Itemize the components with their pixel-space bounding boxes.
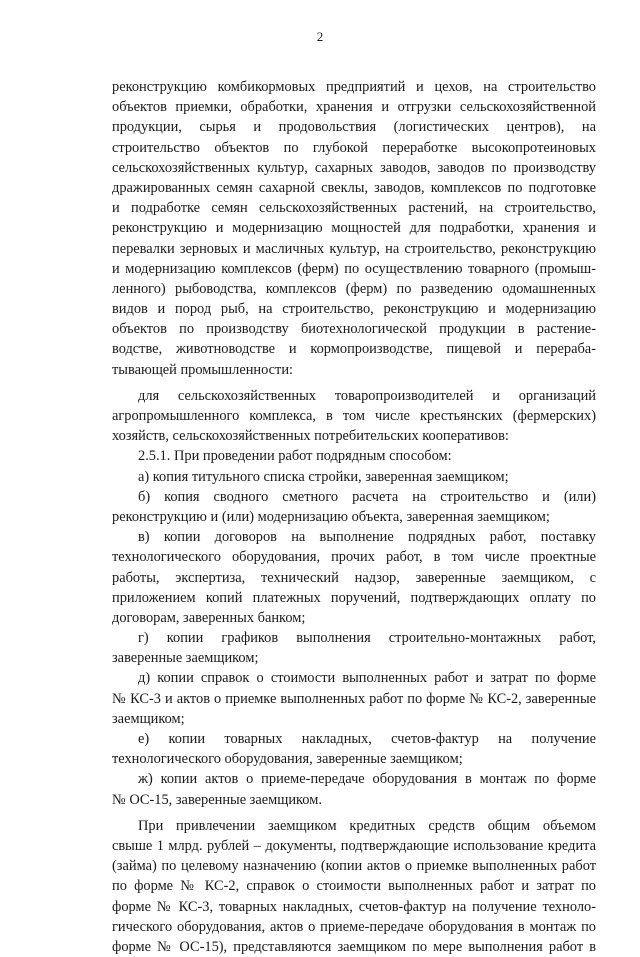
document-body bbox=[112, 77, 596, 957]
text-line: ж) копии актов о приеме-передаче оборудования в монтаж по форме bbox=[138, 771, 596, 788]
text-line: № ОС-15, заверенные заемщиком. bbox=[112, 791, 322, 808]
text-line: (займа) по целевому назначению (копии актов о приемке выполненных работ bbox=[112, 858, 596, 875]
paragraph-construction-objects bbox=[112, 77, 596, 380]
text-line: форме № КС-3, товарных накладных, счетов-фактур на получение техноло- bbox=[112, 898, 596, 915]
list-item-a bbox=[112, 467, 596, 487]
text-line: г) копии графиков выполнения строительно-монтажных работ, bbox=[138, 630, 596, 647]
list-item-d bbox=[112, 668, 596, 729]
text-line: объектов по производству биотехнологической продукции в растение- bbox=[112, 321, 596, 338]
text-line: свыше 1 млрд. рублей – документы, подтверждающие использование кредита bbox=[112, 837, 596, 854]
text-line: ленного) рыбоводства, комплексов (ферм) по разведению одомашненных bbox=[112, 280, 596, 297]
text-line: гического оборудования, актов о приеме-передаче оборудования в монтаж по bbox=[112, 918, 596, 935]
text-line: реконструкцию и (или) модернизацию объекта, заверенная заемщиком; bbox=[112, 508, 550, 525]
text-line: заверенные заемщиком; bbox=[112, 650, 259, 667]
text-line: хозяйств, сельскохозяйственных потребительских кооперативов: bbox=[112, 428, 509, 445]
list-item-zh bbox=[112, 769, 596, 809]
text-line: б) копия сводного сметного расчета на строительство и (или) bbox=[138, 488, 596, 505]
list-item-g bbox=[112, 628, 596, 668]
text-line: е) копии товарных накладных, счетов-фактур на получение bbox=[138, 731, 596, 747]
text-line: При привлечении заемщиком кредитных средств общим объемом bbox=[138, 817, 596, 834]
text-line: технологического оборудования, прочих работ, в том числе проектные bbox=[112, 549, 596, 566]
text-line: приложением копий платежных поручений, подтверждающих оплату по bbox=[112, 589, 596, 606]
text-line: № КС-3 и актов о приемке выполненных работ по форме № КС-2, заверенные bbox=[112, 690, 596, 707]
text-line: строительство объектов по глубокой переработке высокопротеиновых bbox=[112, 139, 596, 156]
paragraph-large-credit bbox=[112, 816, 596, 957]
text-line: тывающей промышленности: bbox=[112, 361, 294, 378]
text-line: в) копии договоров на выполнение подрядных работ, поставку bbox=[138, 529, 596, 546]
list-item-b bbox=[112, 487, 596, 527]
text-line: агропромышленного комплекса, в том числе крестьянских (фермерских) bbox=[112, 408, 596, 424]
text-line: и модернизацию комплексов (ферм) по осуществлению товарного (промыш- bbox=[112, 260, 596, 277]
text-line: сельскохозяйственных культур, сахарных заводов, заводов по производству bbox=[112, 159, 596, 176]
text-line: а) копия титульного списка стройки, заверенная заемщиком; bbox=[138, 468, 509, 485]
paragraph-producers bbox=[112, 386, 596, 447]
clause-2-5-1 bbox=[112, 446, 596, 466]
text-line: заемщиком; bbox=[112, 710, 185, 727]
text-line: видов и пород рыб, на строительство, реконструкцию и модернизацию bbox=[112, 301, 596, 318]
text-line: реконструкцию комбикормовых предприятий и цехов, на строительство bbox=[112, 79, 596, 95]
text-line: по форме № КС-2, справок о стоимости выполненных работ и затрат по bbox=[112, 878, 596, 895]
list-item-e bbox=[112, 729, 596, 769]
text-line: форме № ОС-15), представляются заемщиком по мере выполнения работ в bbox=[112, 938, 596, 955]
list-item-v bbox=[112, 527, 596, 628]
text-line: договорам, заверенных банком; bbox=[112, 609, 306, 626]
text-line: д) копии справок о стоимости выполненных работ и затрат по форме bbox=[138, 670, 596, 687]
text-line: продукции, сырья и продовольствия (логистических центров), на bbox=[112, 119, 596, 136]
text-line: работы, экспертиза, технический надзор, заверенные заемщиком, с bbox=[112, 569, 596, 586]
text-line: реконструкцию и модернизацию мощностей для подработки, хранения и bbox=[112, 220, 596, 237]
text-line: перевалки зерновых и масличных культур, на строительство, реконструкцию bbox=[112, 240, 596, 257]
clause-heading: 2.5.1. При проведении работ подрядным способом: bbox=[138, 448, 452, 465]
text-line: водстве, животноводстве и кормопроизводстве, пищевой и перераба- bbox=[112, 341, 596, 358]
text-line: для сельскохозяйственных товаропроизводителей и организаций bbox=[138, 387, 596, 404]
text-line: и подработке семян сельскохозяйственных растений, на строительство, bbox=[112, 200, 596, 217]
page-number: 2 bbox=[316, 29, 324, 44]
text-line: объектов приемки, обработки, хранения и отгрузки сельскохозяйственной bbox=[112, 99, 596, 116]
text-line: дражированных семян сахарной свеклы, заводов, комплексов по подготовке bbox=[112, 179, 596, 196]
text-line: технологического оборудования, заверенные заемщиком; bbox=[112, 751, 463, 768]
